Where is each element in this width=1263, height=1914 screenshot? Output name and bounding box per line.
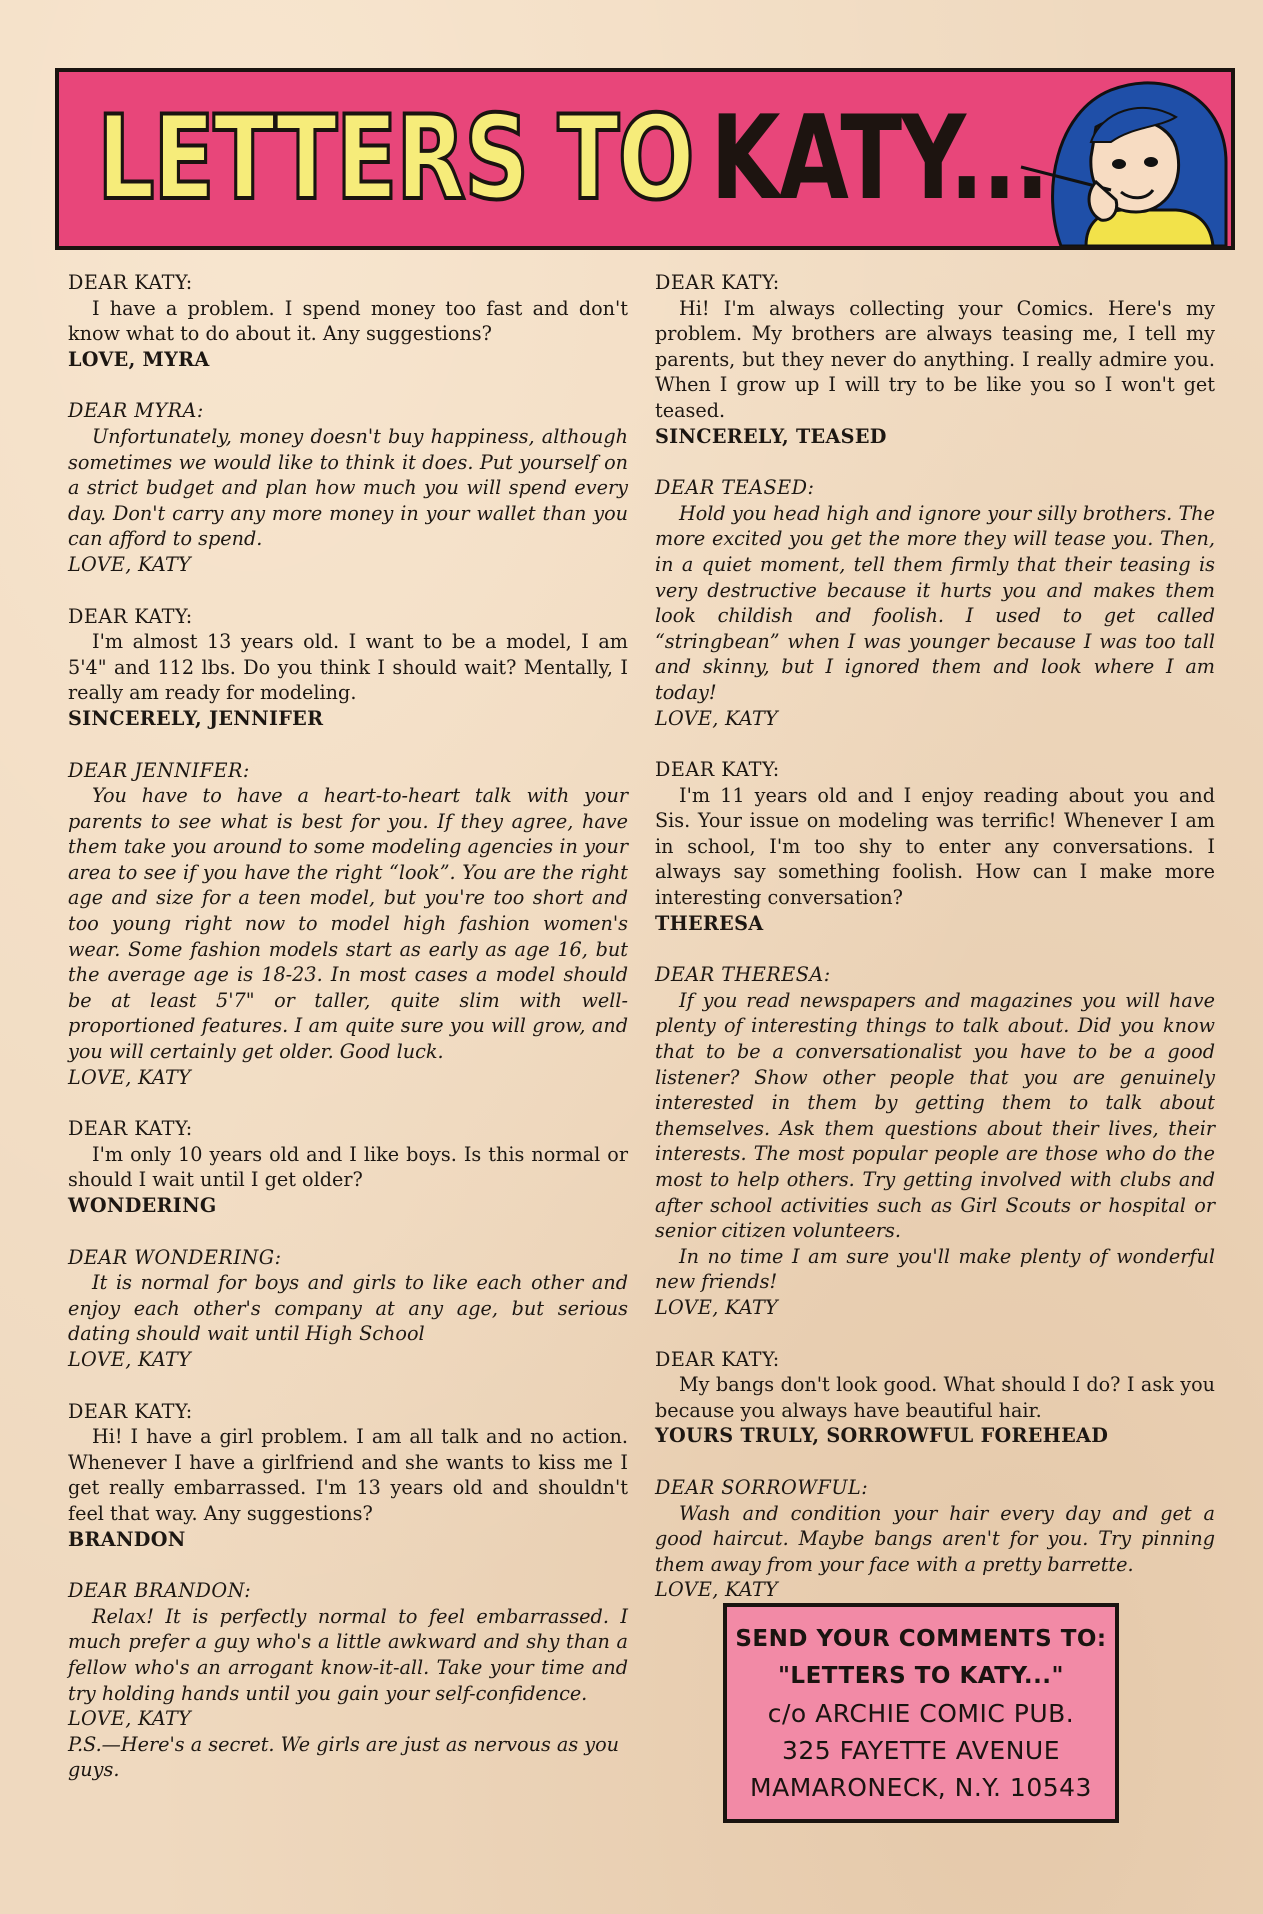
reply-postscript: P.S.—Here's a secret. We girls are just as nervous as you guys. [68, 1732, 620, 1782]
reply-signoff: LOVE, KATY [68, 1065, 192, 1089]
letter-wondering [68, 1116, 628, 1218]
reply-jennifer [68, 758, 628, 1091]
reply-signoff: LOVE, KATY [68, 1707, 192, 1731]
letter-brandon [68, 1399, 628, 1553]
reply-wondering [68, 1245, 628, 1373]
letter-body: My bangs don't look good. What should I do? I ask you because you always have beautiful hair. [655, 1373, 1215, 1422]
address-heading: SEND YOUR COMMENTS TO: [735, 1626, 1107, 1652]
reply-brandon [68, 1578, 628, 1783]
letter-salutation: DEAR KATY: [68, 604, 193, 628]
reply-sorrowful [655, 1475, 1215, 1603]
reply-body-second-paragraph: In no time I am sure you'll make plenty of wonderful new friends! [655, 1244, 1215, 1294]
letter-body: Hi! I have a girl problem. I am all talk and no action. Whenever I have a girlfriend and she wants to kiss me I get really embarrassed. I'm 13 years old and shouldn't feel that way. Any suggestions? [68, 1425, 628, 1525]
reply-signoff: LOVE, KATY [68, 1347, 192, 1371]
reply-signoff: LOVE, KATY [655, 706, 779, 730]
letter-myra [68, 270, 628, 372]
letter-jennifer [68, 604, 628, 732]
reply-salutation: DEAR TEASED: [655, 476, 815, 500]
reply-teased [655, 475, 1215, 731]
address-feature-name: "LETTERS TO KATY..." [777, 1663, 1065, 1689]
reply-salutation: DEAR BRANDON: [68, 1579, 252, 1603]
letter-salutation: DEAR KATY: [68, 1117, 193, 1141]
reply-myra [68, 398, 628, 577]
letter-sorrowful-forehead [655, 1347, 1215, 1449]
reply-body: Wash and condition your hair every day and get a good haircut. Maybe bangs aren't for you. Try pinning them away from your face with a pretty barrette. [655, 1501, 1215, 1576]
katy-portrait-illustration [1001, 72, 1231, 246]
letter-theresa [655, 757, 1215, 936]
reply-salutation: DEAR THERESA: [655, 963, 831, 987]
title-letters-to: LETTERS TO [97, 91, 694, 226]
reply-body: Unfortunately, money doesn't buy happiness, although sometimes we would like to think it does. Put yourself on a strict budget and plan how much you will spend every day. Don't carry any more money in your wallet than you can afford to spend. [68, 424, 628, 551]
letter-body: I have a problem. I spend money too fast and don't know what to do about it. Any suggestions? [68, 296, 628, 346]
reply-body: Relax! It is perfectly normal to feel embarrassed. I much prefer a guy who's a little awkward and shy than a fellow who's an arrogant know-it-all. Take your time and try holding hands until you gain your self-confidence. [68, 1604, 628, 1705]
letters-column-right [655, 270, 1215, 1629]
letter-body: I'm only 10 years old and I like boys. Is this normal or should I wait until I get older? [68, 1142, 628, 1192]
letter-signoff: THERESA [655, 911, 764, 935]
letter-signoff: BRANDON [68, 1527, 186, 1551]
letters-column-left [68, 270, 628, 1809]
reply-theresa [655, 962, 1215, 1320]
letter-salutation: DEAR KATY: [655, 1347, 780, 1371]
address-street: 325 FAYETTE AVENUE [781, 1736, 1061, 1765]
reply-signoff: LOVE, KATY [655, 1578, 779, 1602]
reply-signoff: LOVE, KATY [68, 552, 192, 576]
reply-body: You have to have a heart-to-heart talk with your parents to see what is best for you. If they agree, have them take you around to some modeling agencies in your area to see if you have the right “look”. You are the right age and size for a teen model, but you're too short and too young right now to model high fashion women's wear. Some fashion models start as early as age 16, but the average age is 18-23. In most cases a model should be at least 5'7" or taller, quite slim with well-proportioned features. I am quite sure you will grow, and you will certainly get older. Good luck. [68, 784, 628, 1064]
title-katy: KATY... [710, 91, 1048, 226]
letter-signoff: YOURS TRULY, SORROWFUL FOREHEAD [655, 1424, 1109, 1448]
reply-salutation: DEAR MYRA: [68, 399, 204, 423]
address-city: MAMARONECK, N.Y. 10543 [750, 1773, 1092, 1802]
address-publisher: c/o ARCHIE COMIC PUB. [767, 1699, 1075, 1728]
letter-signoff: SINCERELY, TEASED [655, 424, 887, 448]
page-title [97, 91, 1048, 226]
reply-body: If you read newspapers and magazines you will have plenty of interesting things to talk about. Did you know that to be a conversationalist you have to be a good listener? Show other people that you are genuinely interested in them by getting them to talk about themselves. Ask them questions about their lives, their interests. The most popular people are those who do the most to help others. Try getting involved with clubs and after school activities such as Girl Scouts or hospital or senior citizen volunteers. [655, 988, 1215, 1243]
letter-body: I'm almost 13 years old. I want to be a model, I am 5'4" and 112 lbs. Do you think I should wait? Mentally, I really am ready for modeling. [68, 630, 628, 705]
reply-body: It is normal for boys and girls to like each other and enjoy each other's company at any age, but serious dating should wait until High School [68, 1271, 628, 1346]
letter-body: Hi! I'm always collecting your Comics. Here's my problem. My brothers are always teasing me, I tell my parents, but they never do anything. I really admire you. When I grow up I will try to be like you so I won't get teased. [655, 296, 1215, 422]
letter-teased [655, 270, 1215, 449]
reply-salutation: DEAR SORROWFUL: [655, 1475, 869, 1499]
letter-signoff: SINCERELY, JENNIFER [68, 706, 324, 730]
letter-signoff: WONDERING [68, 1194, 217, 1217]
title-banner [55, 68, 1235, 250]
reply-body: Hold you head high and ignore your silly brothers. The more excited you get the more they will tease you. Then, in a quiet moment, tell them firmly that their teasing is very destructive because it hurts you and makes them look childish and foolish. I used to get called “stringbean” when I was younger because I was too tall and skinny, but I ignored them and look where I am today! [655, 501, 1215, 704]
letter-signoff: LOVE, MYRA [68, 347, 210, 371]
letter-body: I'm 11 years old and I enjoy reading about you and Sis. Your issue on modeling was terrific! Whenever I am in school, I'm too shy to enter any conversations. I always say something foolish. How can I make more interesting conversation? [655, 783, 1215, 910]
letter-salutation: DEAR KATY: [68, 271, 193, 294]
letter-salutation: DEAR KATY: [68, 1399, 193, 1423]
reply-salutation: DEAR JENNIFER: [68, 758, 250, 782]
letter-salutation: DEAR KATY: [655, 758, 780, 782]
letter-salutation: DEAR KATY: [655, 271, 780, 294]
reply-salutation: DEAR WONDERING: [68, 1245, 282, 1269]
mailing-address-box [723, 1603, 1119, 1823]
reply-signoff: LOVE, KATY [655, 1295, 779, 1319]
